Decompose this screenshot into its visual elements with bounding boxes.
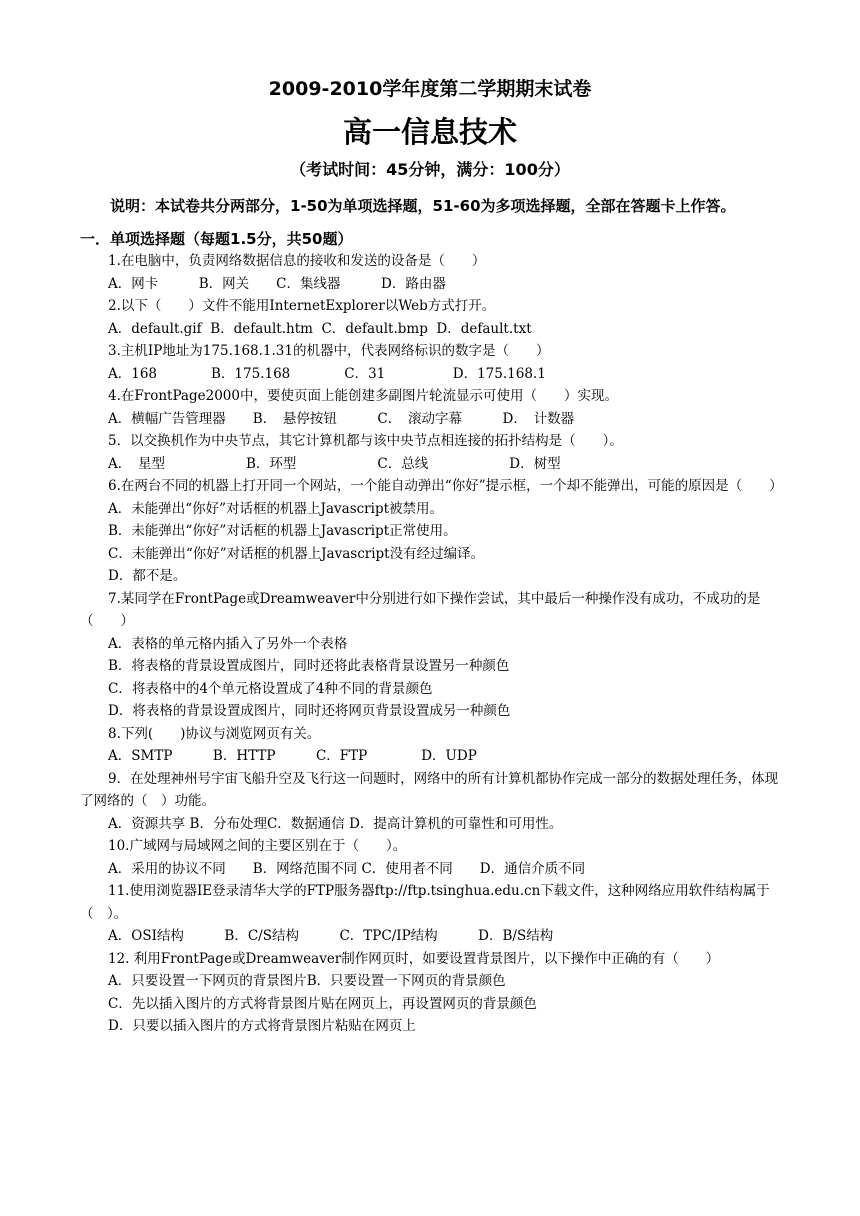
question-options: A．未能弹出“你好”对话框的机器上Javascript被禁用。 xyxy=(108,500,444,517)
question-stem: 8.下列( )协议与浏览网页有关。 xyxy=(108,725,321,742)
question-stem: 6.在两台不同的机器上打开同一个网站，一个能自动弹出“你好”提示框，一个却不能弹出，可能的原因是（ ） xyxy=(108,478,783,494)
question-options: A．168 B．175.168 C．31 D．175.168.1 xyxy=(108,365,546,382)
question-options: B．未能弹出“你好”对话框的机器上Javascript正常使用。 xyxy=(108,523,457,539)
question-options: A．采用的协议不同 B．网络范围不同 C．使用者不同 D．通信介质不同 xyxy=(108,860,586,877)
question-options: A．只要设置一下网页的背景图片B．只要设置一下网页的背景颜色 xyxy=(108,973,506,989)
question-stem: 4.在FrontPage2000中，要使页面上能创建多副图片轮流显示可使用（ ）实现。 xyxy=(108,388,618,404)
question-stem: 9．在处理神州号宇宙飞船升空及飞行这一问题时，网络中的所有计算机都协作完成一部分的数据处理任务，体现了网络的（ ）功能。 xyxy=(80,770,779,809)
question-options: A．default.gif B．default.htm C．default.bmp D．default.txt xyxy=(108,320,532,337)
question-stem: 3.主机IP地址为175.168.1.31的机器中，代表网络标识的数字是（ ） xyxy=(108,343,550,359)
question-options: B．将表格的背景设置成图片，同时还将此表格背景设置另一种颜色 xyxy=(108,658,510,674)
question-stem: 1.在电脑中，负责网络数据信息的接收和发送的设备是（ ） xyxy=(108,253,486,269)
question xyxy=(80,475,783,588)
subject-title: 高一信息技术 xyxy=(342,115,517,149)
instructions: 说明：本试卷共分两部分，1-50为单项选择题，51-60为多项选择题，全部在答题卡上作答。 xyxy=(110,197,736,215)
question xyxy=(80,250,780,295)
exam-info: （考试时间：45分钟，满分：100分） xyxy=(290,160,570,179)
question-stem: 7.某同学在FrontPage或Dreamweaver中分别进行如下操作尝试，其中最后一种操作没有成功，不成功的是（ ） xyxy=(80,590,761,629)
question-options: A．网卡 B．网关 C．集线器 D．路由器 xyxy=(108,275,446,292)
question-options: D．将表格的背景设置成图片，同时还将网页背景设置成另一种颜色 xyxy=(108,703,511,719)
question-options: C．未能弹出“你好”对话框的机器上Javascript没有经过编译。 xyxy=(108,545,485,562)
question xyxy=(80,768,780,836)
question xyxy=(80,588,780,723)
question-options: A．横幅广告管理器 B． 悬停按钮 C． 滚动字幕 D． 计数器 xyxy=(108,410,575,427)
exam-title: 2009-2010学年度第二学期期末试卷 xyxy=(268,78,592,100)
question xyxy=(80,723,780,768)
question-options: A．表格的单元格内插入了另外一个表格 xyxy=(108,635,348,652)
question xyxy=(80,835,780,880)
question-stem: 10.广域网与局域网之间的主要区别在于（ ）。 xyxy=(108,838,407,854)
question-list xyxy=(80,250,783,1038)
question-options: D．都不是。 xyxy=(108,568,187,584)
question xyxy=(80,385,780,430)
question xyxy=(80,880,780,948)
question-options: A．资源共享 B．分布处理C．数据通信 D．提高计算机的可靠性和可用性。 xyxy=(108,815,563,832)
section-title: 一．单项选择题（每题1.5分，共50题） xyxy=(80,230,353,248)
question-stem: 2.以下（ ）文件不能用InternetExplorer以Web方式打开。 xyxy=(108,298,496,314)
question-options: C．先以插入图片的方式将背景图片贴在网页上，再设置网页的背景颜色 xyxy=(108,995,537,1012)
question-stem: 12. 利用FrontPage或Dreamweaver制作网页时，如要设置背景图片，以下操作中正确的有（ ） xyxy=(108,950,720,967)
question xyxy=(80,340,780,385)
question-options: A． 星型 B．环型 C．总线 D．树型 xyxy=(108,455,561,472)
question-options: A．SMTP B．HTTP C．FTP D．UDP xyxy=(108,748,477,764)
question-options: A．OSI结构 B．C/S结构 C．TPC/IP结构 D．B/S结构 xyxy=(108,928,554,944)
question-options: D．只要以插入图片的方式将背景图片粘贴在网页上 xyxy=(108,1018,416,1034)
question-options: C．将表格中的4个单元格设置成了4种不同的背景颜色 xyxy=(108,680,433,697)
question xyxy=(80,295,780,340)
question-stem: 11.使用浏览器IE登录清华大学的FTP服务器ftp://ftp.tsinghua.edu.cn下载文件，这种网络应用软件结构属于（ ）。 xyxy=(80,883,770,922)
question-stem: 5．以交换机作为中央节点，其它计算机都与该中央节点相连接的拓扑结构是（ ）。 xyxy=(108,433,623,449)
question xyxy=(80,430,780,475)
question xyxy=(80,948,780,1038)
